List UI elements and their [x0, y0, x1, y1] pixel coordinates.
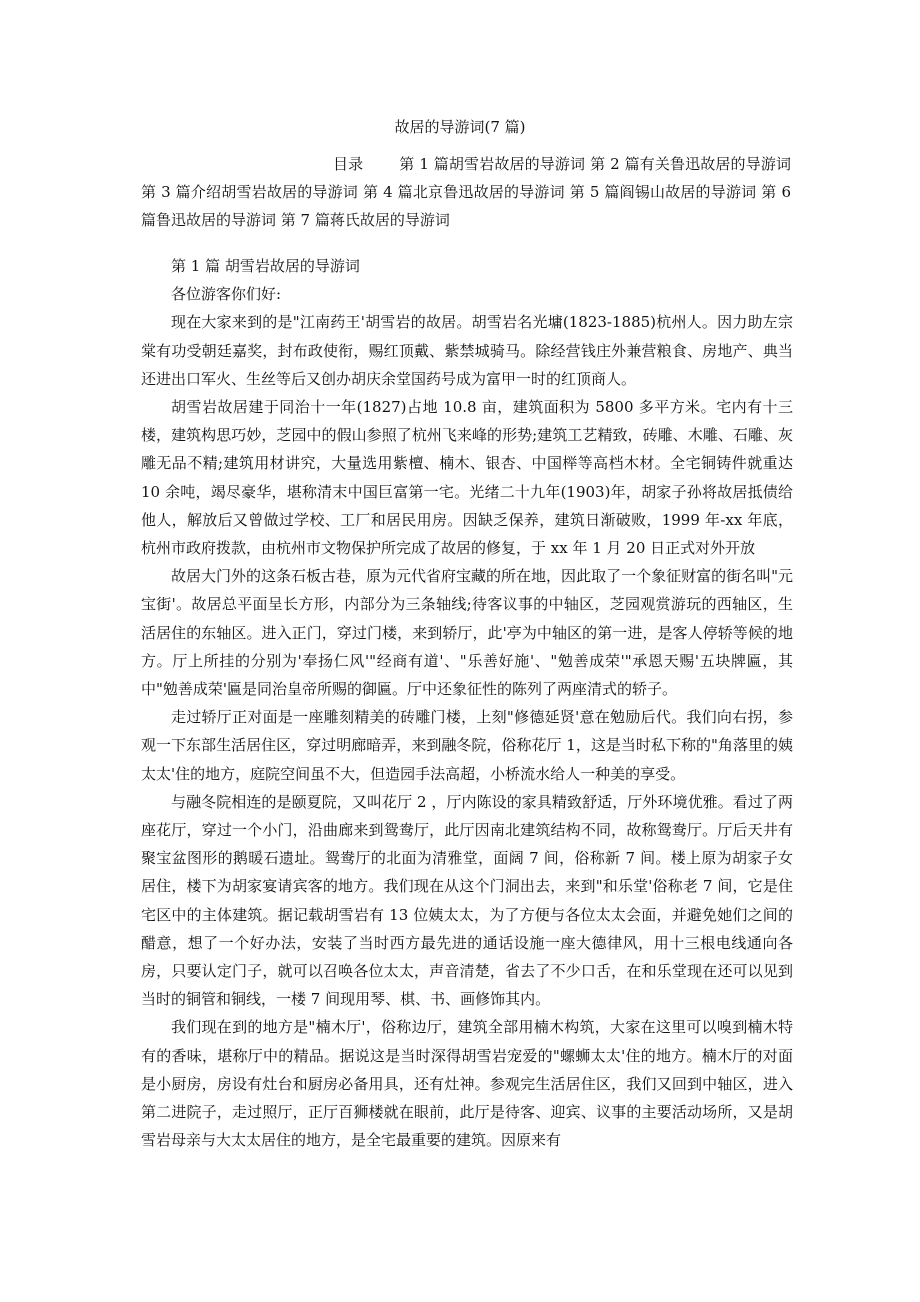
- toc-items: 第 1 篇胡雪岩故居的导游词 第 2 篇有关鲁迅故居的导游词 第 3 篇介绍胡雪岩故居的导游词 第 4 篇北京鲁迅故居的导游词 第 5 篇阎锡山故居的导游词 第 6 篇鲁迅故居的导游词 第 7 篇蒋氏故居的导游词: [141, 155, 791, 229]
- paragraph: 现在大家来到的是"江南药王'胡雪岩的故居。胡雪岩名光墉(1823-1885)杭州人。因力助左宗棠有功受朝廷嘉奖，封布政使衔，赐红顶戴、紫禁城骑马。除经营钱庄外兼营粮食、房地产、典当还进出口军火、生丝等后又创办胡庆余堂国药号成为富甲一时的红顶商人。: [141, 313, 793, 388]
- paragraph: 与融冬院相连的是颐夏院，又叫花厅 2 ，厅内陈设的家具精致舒适，厅外环境优雅。看过了两座花厅，穿过一个小门，沿曲廊来到鸳鸯厅，此厅因南北建筑结构不同，故称鸳鸯厅。厅后天井有聚宝盆图形的鹅暖石遗址。鸳鸯厅的北面为清雅堂，面阔 7 间，俗称新 7 间。楼上原为胡家子女居住，楼下为胡家宴请宾客的地方。我们现在从这个门洞出去，来到"和乐堂'俗称老 7 间，它是住宅区中的主体建筑。据记载胡雪岩有 13 位姨太太，为了方便与各位太太会面，并避免她们之间的醋意，想了一个好办法，安装了当时西方最先进的通话设施一座大德律风，用十三根电线通向各房，只要认定门子，就可以召唤各位太太，声音清楚，省去了不少口舌，在和乐堂现在还可以见到当时的铜管和铜线，一楼 7 间现用琴、棋、书、画修饰其内。: [141, 792, 793, 1009]
- paragraph: 各位游客你们好:: [171, 285, 282, 304]
- paragraph: 我们现在到的地方是"楠木厅'，俗称边厅，建筑全部用楠木构筑，大家在这里可以嗅到楠木特有的香味，堪称厅中的精品。据说这是当时深得胡雪岩宠爱的"螺蛳太太'住的地方。楠木厅的对面是小厨房，房设有灶台和厨房必备用具，还有灶神。参观完生活居住区，我们又回到中轴区，进入第二进院子，走过照厅，正厅百狮楼就在眼前，此厅是待客、迎宾、议事的主要活动场所，又是胡雪岩母亲与大太太居住的地方，是全宅最重要的建筑。因原来有: [141, 1018, 793, 1150]
- toc-label: 目录: [333, 155, 364, 173]
- paragraph: 走过轿厅正对面是一座雕刻精美的砖雕门楼，上刻"修德延贤'意在勉励后代。我们向右拐，参观一下东部生活居住区，穿过明廊暗弄，来到融冬院，俗称花厅 1，这是当时私下称的"角落里的姨太太'住的地方，庭院空间虽不大，但造园手法高超，小桥流水给人一种美的享受。: [141, 708, 793, 783]
- paragraph: 胡雪岩故居建于同治十一年(1827)占地 10.8 亩，建筑面积为 5800 多平方米。宅内有十三楼，建筑构思巧妙，芝园中的假山参照了杭州飞来峰的形势;建筑工艺精致，砖雕、木雕、石雕、灰雕无品不精;建筑用材讲究，大量选用紫檀、楠木、银杏、中国榉等高档木材。全宅铜铸件就重达 10 余吨，竭尽豪华，堪称清末中国巨富第一宅。光绪二十九年(1903)年，胡家子孙将故居抵债给他人，解放后又曾做过学校、工厂和居民用房。因缺乏保养，建筑日渐破败，1999 年-xx 年底，杭州市政府拨款，由杭州市文物保护所完成了故居的修复，于 xx 年 1 月 20 日正式对外开放: [141, 398, 793, 558]
- table-of-contents: [141, 150, 791, 234]
- section-heading: 第 1 篇 胡雪岩故居的导游词: [171, 257, 360, 275]
- document-body: [141, 252, 793, 1155]
- paragraph: 故居大门外的这条石板古巷，原为元代省府宝藏的所在地，因此取了一个象征财富的街名叫"元宝街'。故居总平面呈长方形，内部分为三条轴线;待客议事的中轴区，芝园观赏游玩的西轴区，生活居住的东轴区。进入正门，穿过门楼，来到轿厅，此'亭为中轴区的第一进，是客人停轿等候的地方。厅上所挂的分别为'奉扬仁风'"经商有道'、"乐善好施'、"勉善成荣'"承恩天赐'五块牌匾，其中"勉善成荣'匾是同治皇帝所赐的御匾。厅中还象征性的陈列了两座清式的轿子。: [141, 567, 793, 699]
- document-title: 故居的导游词(7 篇): [394, 118, 526, 136]
